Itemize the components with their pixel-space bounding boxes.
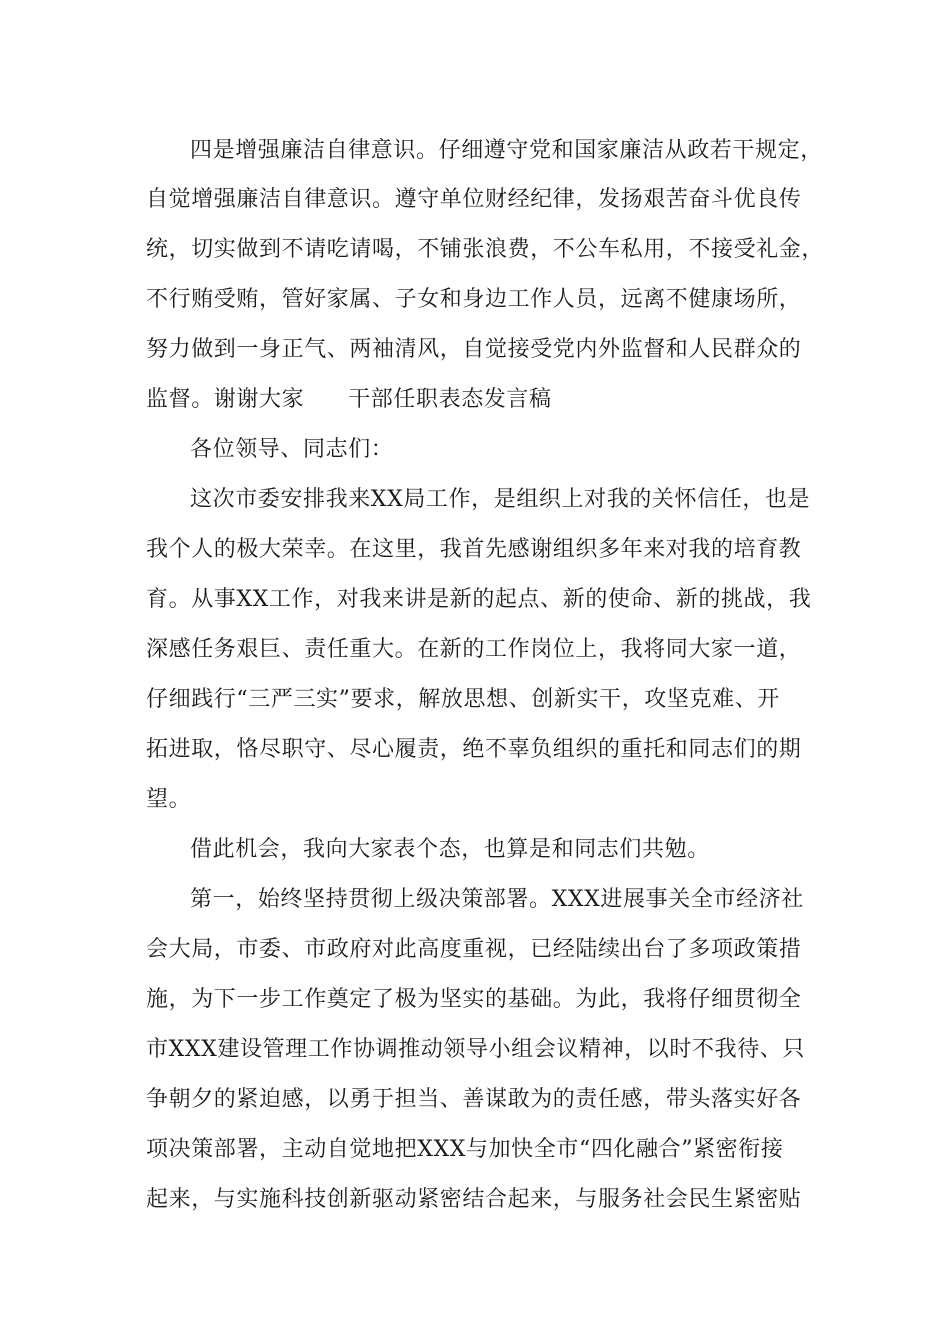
speech-title: 干部任职表态发言稿 [348, 387, 552, 412]
paragraph-4-line-7: 起来，与实施科技创新驱动紧密结合起来，与服务社会民生紧密贴 [146, 1187, 802, 1212]
paragraph-1-line-6 [146, 380, 826, 420]
paragraph-1-line-5: 努力做到一身正气、两袖清风，自觉接受党内外监督和人民群众的 [146, 337, 802, 362]
paragraph-1-line-1: 四是增强廉洁自律意识。仔细遵守党和国家廉洁从政若干规定， [190, 138, 823, 163]
paragraph-4-line-2: 会大局，市委、市政府对此高度重视，已经陆续出台了多项政策措 [146, 937, 802, 962]
paragraph-2-line-5: 仔细践行“三严三实”要求，解放思想、创新实干，攻坚克难、开 [146, 687, 780, 712]
paragraph-4-line-3: 施，为下一步工作奠定了极为坚实的基础。为此，我将仔细贯彻全 [146, 987, 802, 1012]
paragraph-1-line-4: 不行贿受贿，管好家属、子女和身边工作人员，远离不健康场所， [146, 287, 802, 312]
paragraph-1-line-3: 统，切实做到不请吃请喝，不铺张浪费，不公车私用，不接受礼金， [146, 237, 825, 262]
paragraph-2-line-6: 拓进取，恪尽职守、尽心履责，绝不辜负组织的重托和同志们的期 [146, 737, 802, 762]
paragraph-4-line-4: 市XXX建设管理工作协调推动领导小组会议精神，以时不我待、只 [146, 1037, 805, 1062]
paragraph-2-line-1: 这次市委安排我来XX局工作，是组织上对我的关怀信任，也是 [190, 487, 811, 512]
paragraph-2-line-2: 我个人的极大荣幸。在这里，我首先感谢组织多年来对我的培育教 [146, 537, 802, 562]
paragraph-4-line-6: 项决策部署，主动自觉地把XXX与加快全市“四化融合”紧密衔接 [146, 1137, 784, 1162]
closing-thanks: 监督。谢谢大家 [146, 387, 305, 412]
paragraph-2-line-3: 育。从事XX工作，对我来讲是新的起点、新的使命、新的挑战，我 [146, 587, 812, 612]
salutation: 各位领导、同志们： [190, 437, 394, 462]
paragraph-2-line-4: 深感任务艰巨、责任重大。在新的工作岗位上，我将同大家一道， [146, 637, 802, 662]
paragraph-4-line-5: 争朝夕的紧迫感，以勇于担当、善谋敢为的责任感，带头落实好各 [146, 1087, 802, 1112]
paragraph-3-line-1: 借此机会，我向大家表个态，也算是和同志们共勉。 [190, 837, 710, 862]
paragraph-1-line-2: 自觉增强廉洁自律意识。遵守单位财经纪律，发扬艰苦奋斗优良传 [146, 187, 802, 212]
paragraph-4-line-1: 第一，始终坚持贯彻上级决策部署。XXX进展事关全市经济社 [190, 887, 804, 912]
paragraph-2-line-7: 望。 [146, 787, 192, 812]
